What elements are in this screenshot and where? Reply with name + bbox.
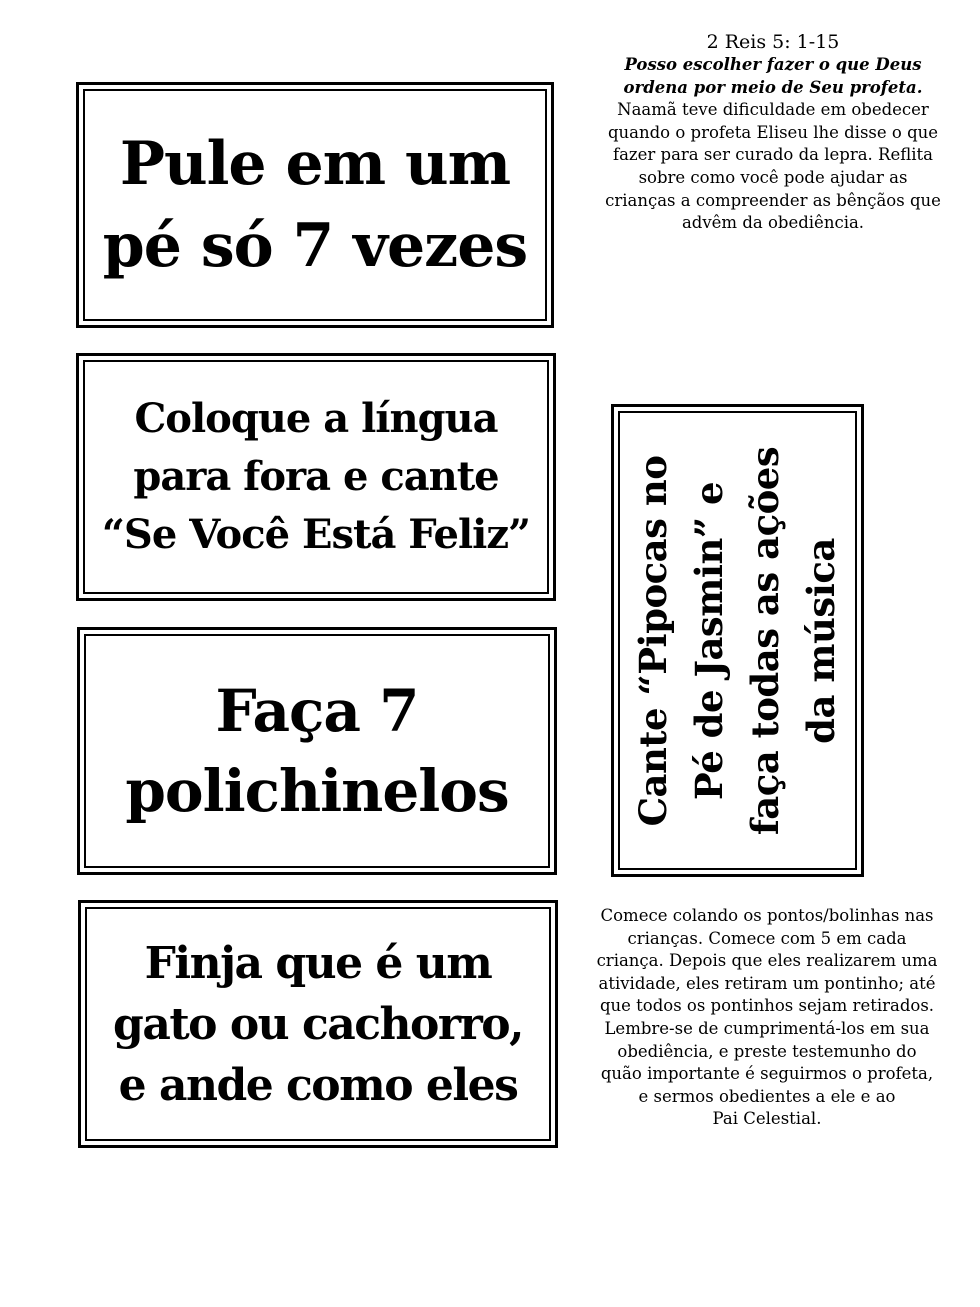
principle-line: ordena por meio de Seu profeta. xyxy=(623,77,923,97)
card-line: “Se Você Está Feliz” xyxy=(101,511,531,558)
card-line: Pé de Jasmin” e xyxy=(687,481,732,800)
card-line: Cante “Pipocas no xyxy=(631,455,676,826)
card-line: pé só 7 vezes xyxy=(102,211,528,281)
activity-card-hop xyxy=(76,82,554,328)
card-line: faça todas as ações xyxy=(743,446,788,835)
card-line: polichinelos xyxy=(125,757,509,825)
note-line: crianças. Comece com 5 em cada xyxy=(627,928,907,948)
note-line: fazer para ser curado da lepra. Reflita xyxy=(612,145,933,165)
activity-card-sing-tongue xyxy=(76,353,556,601)
card-text xyxy=(87,93,543,317)
note-line: criança. Depois que eles realizarem uma xyxy=(596,951,938,971)
card-line: para fora e cante xyxy=(133,453,499,500)
principle-line: Posso escolher fazer o que Deus xyxy=(624,55,922,74)
note-line: e sermos obedientes a ele e ao xyxy=(638,1086,896,1106)
card-line: gato ou cachorro, xyxy=(113,998,523,1050)
card-line: Coloque a língua xyxy=(134,395,498,442)
card-line: Faça 7 xyxy=(215,677,419,745)
card-line: Pule em um xyxy=(119,129,511,199)
note-line: sobre como você pode ajudar as xyxy=(638,167,908,187)
card-line: da música xyxy=(799,537,844,744)
note-line: quando o profeta Eliseu lhe disse o que xyxy=(607,122,939,142)
activity-card-sing-song-vertical xyxy=(611,404,864,877)
note-line: quão importante é seguirmos o profeta, xyxy=(600,1064,934,1084)
note-line: Pai Celestial. xyxy=(712,1109,822,1129)
note-line: Lembre-se de cumprimentá-los em sua xyxy=(604,1018,930,1038)
note-line: que todos os pontinhos sejam retirados. xyxy=(599,996,935,1016)
note-line: Naamã teve dificuldade em obedecer xyxy=(617,100,929,120)
rotated-text xyxy=(626,446,850,834)
card-line: Finja que é um xyxy=(144,937,492,989)
instruction-note-bottom xyxy=(572,905,962,1131)
card-line: e ande como eles xyxy=(118,1059,518,1111)
scripture-reference: 2 Reis 5: 1-15 xyxy=(706,31,840,53)
note-line: atividade, eles retiram um pontinho; até xyxy=(598,973,936,993)
note-line: advêm da obediência. xyxy=(681,213,865,233)
card-text xyxy=(89,911,547,1137)
note-line: Comece colando os pontos/bolinhas nas xyxy=(600,906,934,925)
card-text xyxy=(622,415,853,866)
instruction-note-top xyxy=(578,30,968,235)
card-text xyxy=(88,638,546,864)
note-line: crianças a compreender as bênçãos que xyxy=(605,190,941,210)
activity-card-jumping-jacks xyxy=(77,627,557,875)
note-line: obediência, e preste testemunho do xyxy=(617,1041,917,1061)
activity-card-pretend-animal xyxy=(78,900,558,1148)
card-text xyxy=(87,364,545,590)
